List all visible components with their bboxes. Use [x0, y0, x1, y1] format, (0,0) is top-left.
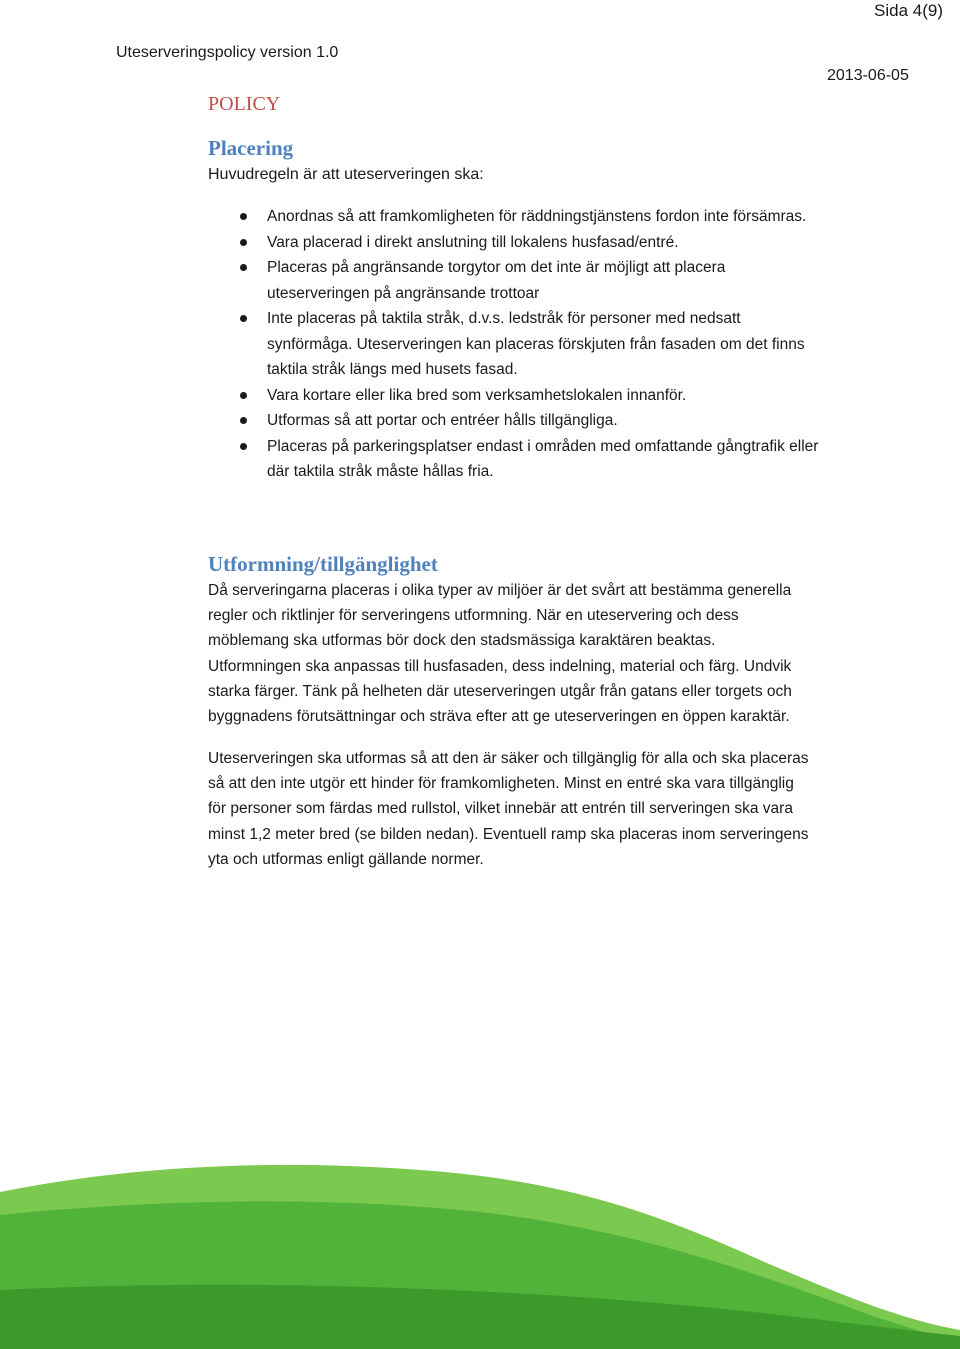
utformning-paragraph-2: [208, 746, 858, 872]
document-date: 2013-06-05: [827, 67, 909, 84]
policy-heading: POLICY: [208, 93, 281, 115]
paragraph-line: byggnadens förutsättningar och sträva efter att ge uteserveringen en öppen karaktär.: [208, 708, 790, 726]
paragraph-line: minst 1,2 meter bred (se bilden nedan). Eventuell ramp ska placeras inom serveringens: [208, 825, 809, 843]
list-item: [0, 204, 867, 230]
list-item-line: Vara placerad i direkt anslutning till lokalens husfasad/entré.: [267, 233, 679, 251]
list-item-line: Anordnas så att framkomligheten för räddningstjänstens fordon inte försämras.: [267, 208, 807, 225]
list-item-line: Placeras på parkeringsplatser endast i områden med omfattande gångtrafik eller: [267, 437, 819, 455]
utformning-paragraph-1: [208, 578, 858, 729]
paragraph-line: starka färger. Tänk på helheten där uteserveringen utgår från gatans eller torgets och: [208, 682, 792, 700]
placering-heading: Placering: [208, 136, 294, 160]
list-item-line: synförmåga. Uteserveringen kan placeras förskjuten från fasaden om det finns: [267, 335, 805, 353]
bullet-icon: [240, 443, 247, 450]
paragraph-line: möblemang ska utformas bör dock den stadsmässiga karaktären beaktas.: [208, 632, 716, 650]
bullet-icon: [240, 213, 247, 220]
bullet-icon: [240, 417, 247, 424]
paragraph-line: Utformningen ska anpassas till husfasaden, dess indelning, material och färg. Undvik: [208, 657, 792, 675]
placering-intro: Huvudregeln är att uteserveringen ska:: [208, 166, 484, 183]
list-item-line: Vara kortare eller lika bred som verksamhetslokalen innanför.: [267, 386, 687, 404]
document-title: Uteserveringspolicy version 1.0: [116, 44, 339, 61]
paragraph-line: Uteserveringen ska utformas så att den är säker och tillgänglig för alla och ska placeras: [208, 750, 809, 767]
paragraph-line: för personer som färdas med rullstol, vilket innebär att entrén till serveringen ska vara: [208, 800, 793, 818]
paragraph-line: regler och riktlinjer för serveringens utformning. När en uteservering och dess: [208, 607, 739, 625]
list-item-line: Placeras på angränsande torgytor om det inte är möjligt att placera: [267, 259, 726, 276]
bullet-icon: [240, 264, 247, 271]
bullet-icon: [240, 315, 247, 322]
placering-bullet-list: [0, 204, 960, 485]
list-item-line: taktila stråk längs med husets fasad.: [267, 361, 518, 378]
bullet-icon: [240, 392, 247, 399]
list-item: [0, 255, 867, 306]
paragraph-line: så att den inte utgör ett hinder för framkomligheten. Minst en entré ska vara tillgänglig: [208, 775, 794, 793]
list-item: [0, 434, 867, 485]
list-item: [0, 230, 867, 256]
list-item-line: uteserveringen på angränsande trottoar: [267, 284, 540, 302]
page-number: Sida 4(9): [874, 1, 943, 20]
list-item-line: där taktila stråk måste hållas fria.: [267, 463, 494, 480]
green-landscape-decoration: [0, 1140, 960, 1349]
list-item: [0, 306, 867, 383]
paragraph-line: yta och utformas enligt gällande normer.: [208, 850, 484, 868]
bullet-icon: [240, 239, 247, 246]
list-item: [0, 408, 867, 434]
list-item-line: Inte placeras på taktila stråk, d.v.s. ledstråk för personer med nedsatt: [267, 310, 741, 327]
list-item-line: Utformas så att portar och entréer hålls tillgängliga.: [267, 412, 618, 429]
utformning-heading: Utformning/tillgänglighet: [208, 552, 438, 576]
paragraph-line: Då serveringarna placeras i olika typer av miljöer är det svårt att bestämma generella: [208, 582, 792, 599]
list-item: [0, 383, 867, 409]
